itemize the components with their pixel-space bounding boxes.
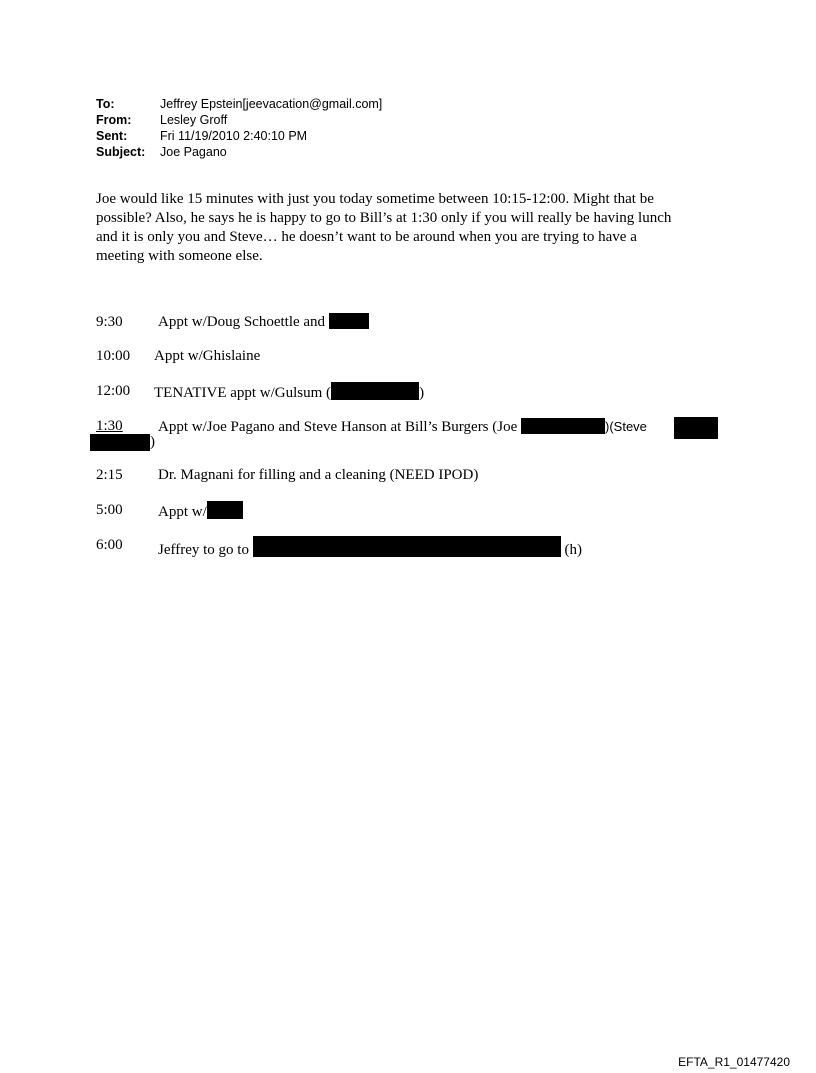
redaction-block xyxy=(207,501,243,519)
schedule-desc: TENATIVE appt w/Gulsum ( xyxy=(154,385,332,401)
redaction-block xyxy=(331,382,419,400)
schedule-text xyxy=(154,382,424,403)
schedule-time: 5:00 xyxy=(96,502,123,518)
redaction-block xyxy=(521,418,605,434)
email-header xyxy=(96,96,382,160)
to-value: Jeffrey Epstein[jeevacation@gmail.com] xyxy=(160,97,383,111)
schedule-desc: Appt w/Joe Pagano and Steve Hanson at Bill’s Burgers (Joe xyxy=(158,419,518,435)
to-row xyxy=(96,96,382,112)
schedule-time: 10:00 xyxy=(96,348,131,364)
body-line: possible? Also, he says he is happy to go to Bill’s at 1:30 only if you will really be having lunch xyxy=(96,210,672,226)
schedule-time: 2:15 xyxy=(96,467,123,483)
message-body xyxy=(96,190,716,266)
schedule-close: ) xyxy=(419,385,425,401)
schedule-desc: Jeffrey to go to xyxy=(158,542,249,558)
schedule-desc: Appt w/Ghislaine xyxy=(154,348,261,364)
sent-row xyxy=(96,128,382,144)
subject-row xyxy=(96,144,382,160)
schedule-close: (h) xyxy=(564,542,582,558)
to-label: To: xyxy=(96,97,115,111)
body-line: Joe would like 15 minutes with just you today sometime between 10:15-12:00. Might that be xyxy=(96,191,654,207)
redaction-block xyxy=(674,417,718,439)
schedule-close: )(Steve xyxy=(605,419,647,434)
schedule-wrap-close: ) xyxy=(150,434,155,450)
body-line: and it is only you and Steve… he doesn’t want to be around when you are trying to have a xyxy=(96,229,637,245)
schedule-time: 9:30 xyxy=(96,314,123,330)
redaction-block xyxy=(90,434,150,451)
schedule-time: 12:00 xyxy=(96,383,131,399)
sent-value: Fri 11/19/2010 2:40:10 PM xyxy=(160,129,308,143)
from-label: From: xyxy=(96,113,132,127)
body-line: meeting with someone else. xyxy=(96,248,263,264)
sent-label: Sent: xyxy=(96,129,128,143)
from-value: Lesley Groff xyxy=(160,113,228,127)
schedule-text xyxy=(158,417,647,437)
schedule-text xyxy=(158,501,243,522)
document-id: EFTA_R1_01477420 xyxy=(678,1055,790,1069)
redaction-block xyxy=(329,313,369,329)
redaction-block xyxy=(253,536,561,557)
subject-value: Joe Pagano xyxy=(160,145,227,159)
subject-label: Subject: xyxy=(96,145,146,159)
schedule-time: 6:00 xyxy=(96,537,123,553)
schedule-text xyxy=(158,313,369,332)
schedule-desc: Appt w/ xyxy=(158,504,207,520)
schedule-text xyxy=(158,536,582,560)
from-row xyxy=(96,112,382,128)
schedule-desc: Dr. Magnani for filling and a cleaning (NEED IPOD) xyxy=(158,467,479,483)
schedule-desc: Appt w/Doug Schoettle and xyxy=(158,314,326,330)
schedule-time: 1:30 xyxy=(96,418,123,434)
